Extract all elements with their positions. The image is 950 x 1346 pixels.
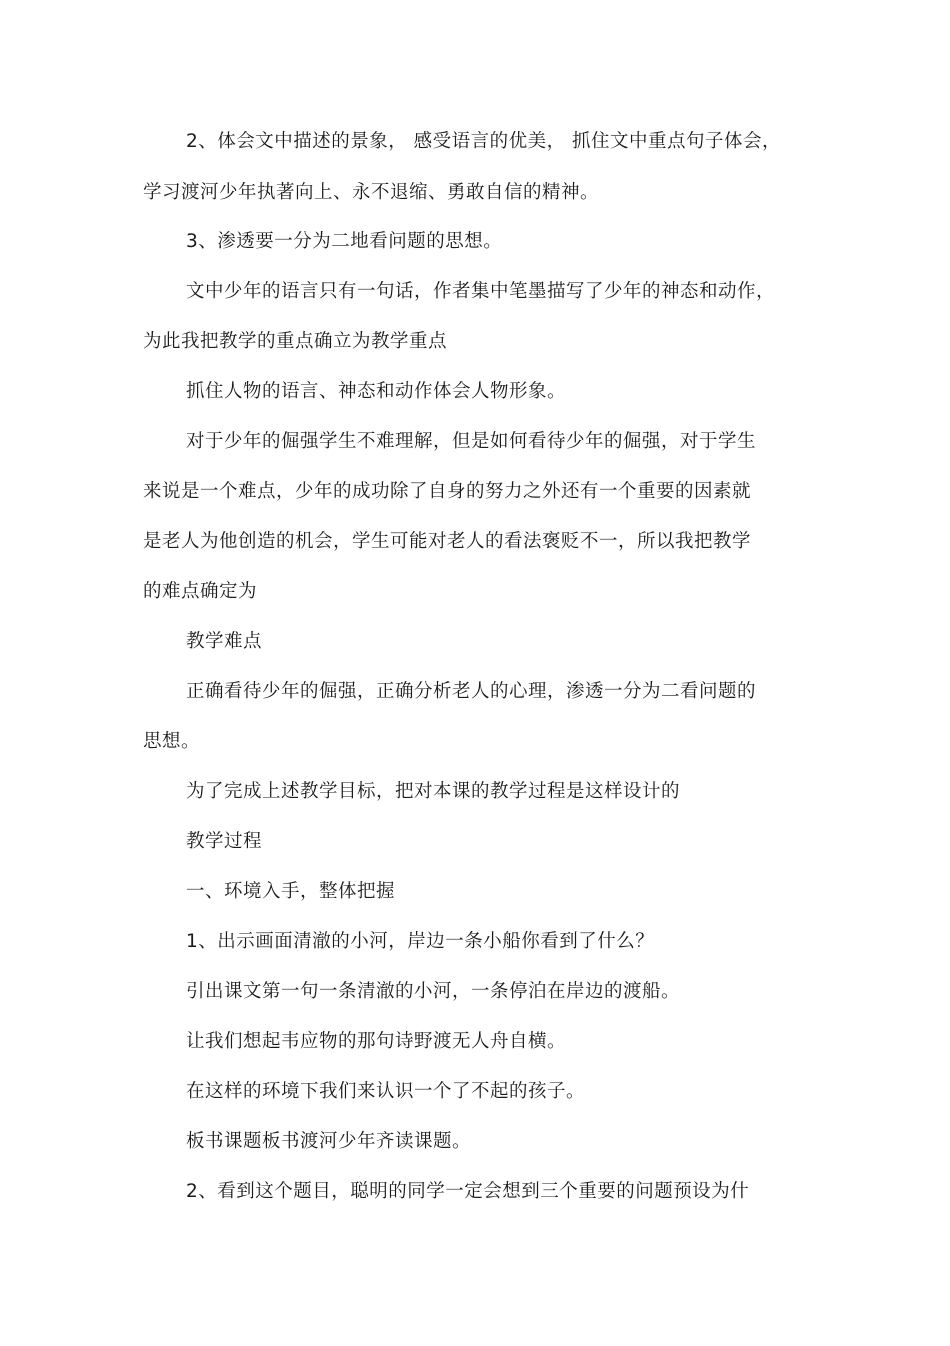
section-heading: 教学过程	[186, 831, 263, 852]
paragraph-line: 2、体会文中描述的景象， 感受语言的优美， 抓住文中重点句子体会，	[186, 131, 782, 152]
paragraph-line: 来说是一个难点，少年的成功除了自身的努力之外还有一个重要的因素就	[143, 481, 752, 502]
paragraph-line: 思想。	[143, 731, 201, 752]
section-heading: 一、环境入手，整体把握	[186, 881, 396, 902]
paragraph-line: 板书课题板书渡河少年齐读课题。	[186, 1131, 472, 1152]
paragraph-line: 3、渗透要一分为二地看问题的思想。	[186, 231, 503, 252]
paragraph-line: 引出课文第一句一条清澈的小河，一条停泊在岸边的渡船。	[186, 981, 681, 1002]
paragraph-line: 为此我把教学的重点确立为教学重点	[143, 331, 448, 352]
paragraph-line: 2、看到这个题目，聪明的同学一定会想到三个重要的问题预设为什	[186, 1181, 750, 1202]
paragraph-line: 文中少年的语言只有一句话，作者集中笔墨描写了少年的神态和动作，	[186, 281, 776, 302]
paragraph-line: 对于少年的倔强学生不难理解，但是如何看待少年的倔强，对于学生	[186, 431, 757, 452]
section-heading: 教学难点	[186, 631, 263, 652]
paragraph-line: 为了完成上述教学目标，把对本课的教学过程是这样设计的	[186, 781, 681, 802]
paragraph-line: 让我们想起韦应物的那句诗野渡无人舟自横。	[186, 1031, 567, 1052]
paragraph-line: 1、出示画面清澈的小河，岸边一条小船你看到了什么？	[186, 931, 655, 952]
paragraph-line: 在这样的环境下我们来认识一个了不起的孩子。	[186, 1081, 586, 1102]
paragraph-line: 抓住人物的语言、神态和动作体会人物形象。	[186, 381, 567, 402]
paragraph-line: 是老人为他创造的机会，学生可能对老人的看法褒贬不一，所以我把教学	[143, 531, 752, 552]
paragraph-line: 正确看待少年的倔强，正确分析老人的心理，渗透一分为二看问题的	[186, 681, 757, 702]
paragraph-line: 学习渡河少年执著向上、永不退缩、勇敢自信的精神。	[143, 182, 600, 203]
paragraph-line: 的难点确定为	[143, 581, 258, 602]
